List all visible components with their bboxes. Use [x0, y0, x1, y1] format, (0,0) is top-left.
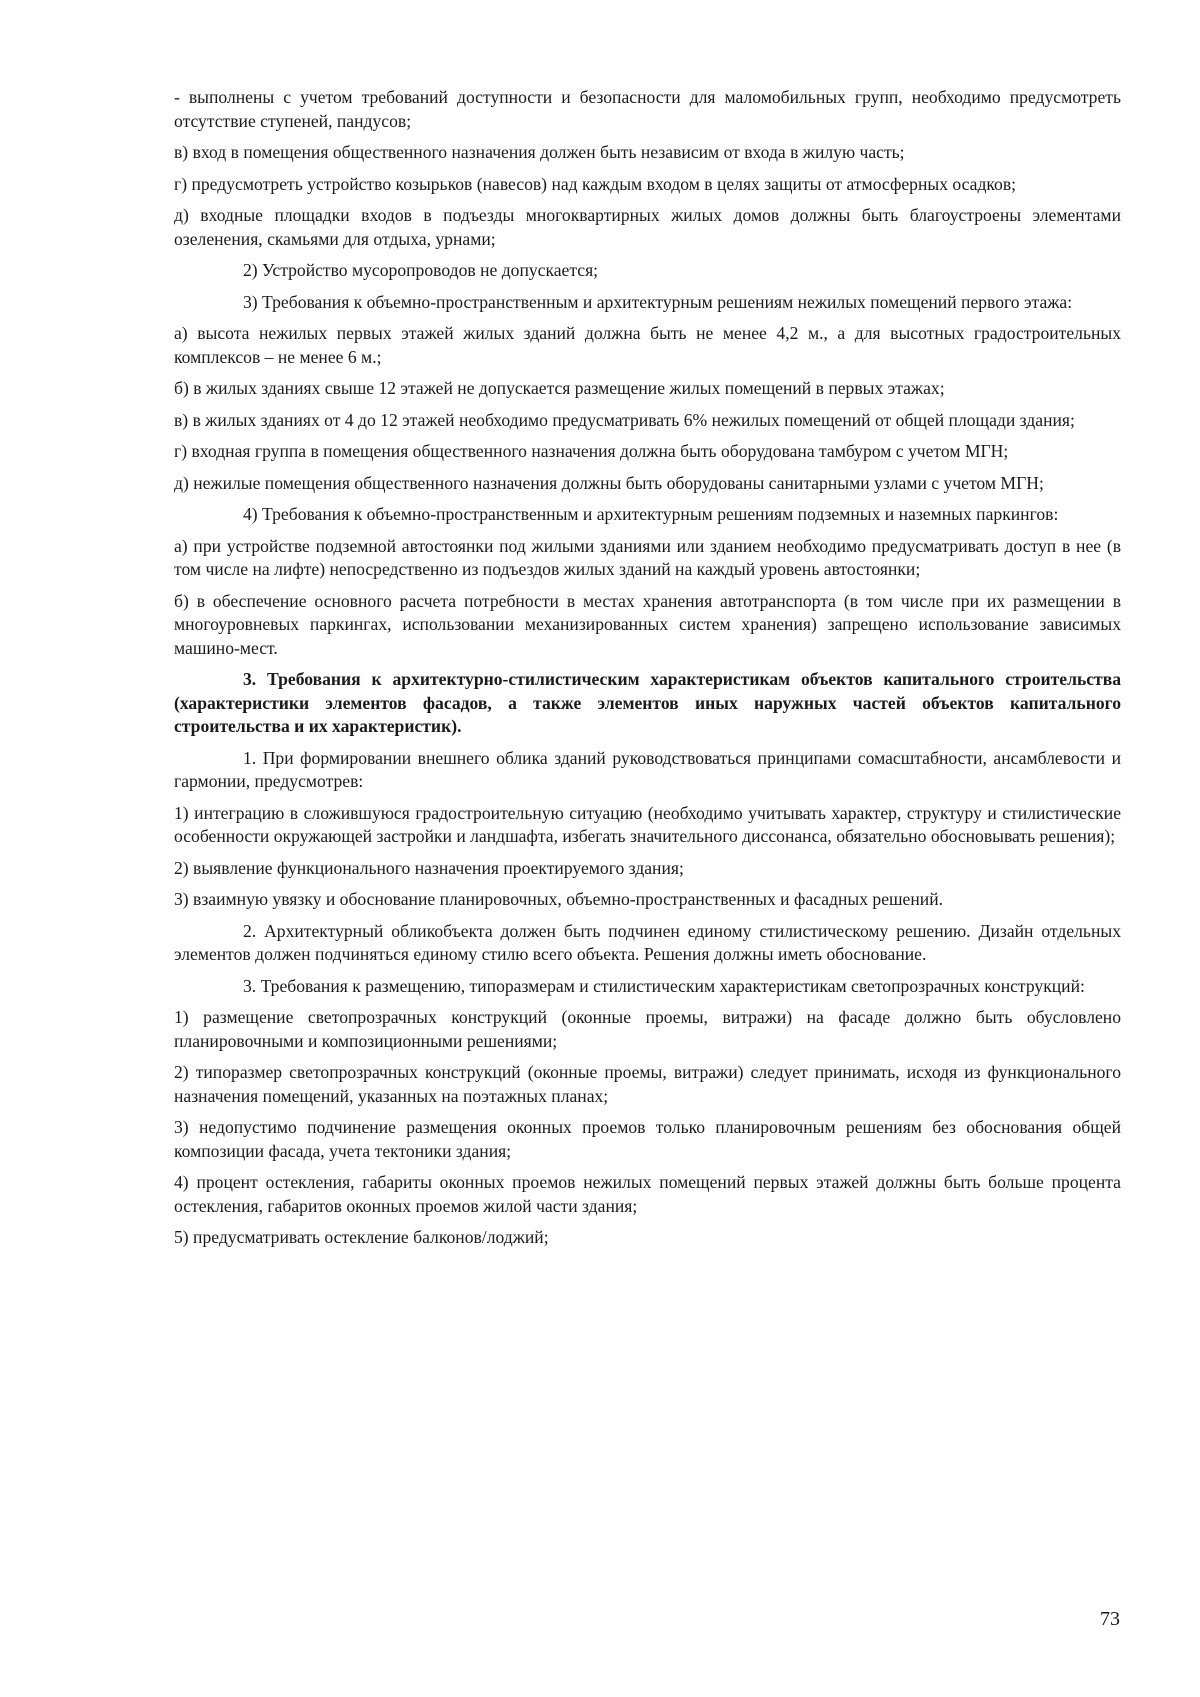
paragraph-2-garbage-chutes: 2) Устройство мусоропроводов не допускается; [243, 260, 599, 280]
paragraph-1-placement: 1) размещение светопрозрачных конструкций (оконные проемы, витражи) на фасаде должно быть обусловлено планировочными и композиционными решениями; [174, 1007, 1121, 1051]
paragraph-bullet-accessibility: - выполнены с учетом требований доступности и безопасности для маломобильных групп, необходимо предусмотреть отсутствие ступеней, пандусов; [174, 87, 1121, 131]
paragraph-3-composition: 3) недопустимо подчинение размещения оконных проемов только планировочным решениям без обоснования общей композиции фасада, учета тектоники здания; [174, 1117, 1121, 1161]
section-heading-3: 3. Требования к архитектурно-стилистическим характеристикам объектов капитального строительства (характеристики элементов фасадов, а также элементов иных наружных частей объектов капитального строительства и их характеристик). [174, 669, 1121, 736]
paragraph-4-parking-requirements: 4) Требования к объемно-пространственным и архитектурным решениям подземных и наземных паркингов: [243, 504, 1059, 524]
paragraph-5-balcony-glazing: 5) предусматривать остекление балконов/лоджий; [174, 1227, 549, 1247]
paragraph-2-function: 2) выявление функционального назначения проектируемого здания; [174, 857, 684, 878]
paragraph-3-coordination: 3) взаимную увязку и обоснование планировочных, объемно-пространственных и фасадных решений. [174, 889, 944, 909]
paragraph-4-glazing-percentage: 4) процент остекления, габариты оконных проемов нежилых помещений первых этажей должны быть больше процента остекления, габаритов оконных проемов жилой части здания; [174, 1172, 1121, 1216]
document-body [174, 86, 1121, 1258]
paragraph-v-entrance: в) вход в помещения общественного назначения должен быть независим от входа в жилую часть; [174, 142, 905, 162]
paragraph-a-floor-height: а) высота нежилых первых этажей жилых зданий должна быть не менее 4,2 м., а для высотных градостроительных комплексов – не менее 6 м.; [174, 323, 1121, 367]
paragraph-d-entrance-areas: д) входные площадки входов в подъезды многоквартирных жилых домов должны быть благоустроены элементами озеленения, скамьями для отдыха, урнами; [174, 205, 1121, 249]
page-number: 73 [1100, 1608, 1120, 1630]
paragraph-3-first-floor-requirements: 3) Требования к объемно-пространственным и архитектурным решениям нежилых помещений первого этажа: [243, 291, 1073, 312]
paragraph-1-appearance: 1. При формировании внешнего облика зданий руководствоваться принципами сомасштабности, ансамблевости и гармонии, предусмотрев: [174, 747, 1121, 791]
paragraph-b-dependent-spaces: б) в обеспечение основного расчета потребности в местах хранения автотранспорта (в том числе при их размещении в многоуровневых паркингах, использовании механизированных систем хранения) запрещено использование зависимых машино-мест. [174, 590, 1121, 658]
paragraph-g-vestibule: г) входная группа в помещения общественного назначения должна быть оборудована тамбуром с учетом МГН; [174, 441, 1009, 461]
paragraph-2-architectural-style: 2. Архитектурный обликобъекта должен быть подчинен единому стилистическому решению. Дизайн отдельных элементов должен подчиняться единому стилю всего объекта. Решения должны иметь обоснование. [174, 920, 1121, 964]
paragraph-2-sizes: 2) типоразмер светопрозрачных конструкций (оконные проемы, витражи) следует принимать, исходя из функционального назначения помещений, указанных на поэтажных планах; [174, 1062, 1121, 1106]
paragraph-3-translucent-structures: 3. Требования к размещению, типоразмерам и стилистическим характеристикам светопрозрачных конструкций: [243, 975, 1085, 996]
paragraph-a-underground-parking: а) при устройстве подземной автостоянки под жилыми зданиями или зданием необходимо предусматривать доступ в нее (в том числе на лифте) непосредственно из подъездов жилых зданий на каждый уровень автостоянки; [174, 535, 1121, 579]
paragraph-b-residential-placement: б) в жилых зданиях свыше 12 этажей не допускается размещение жилых помещений в первых этажах; [174, 378, 945, 398]
paragraph-v-nonresidential-share: в) в жилых зданиях от 4 до 12 этажей необходимо предусматривать 6% нежилых помещений от общей площади здания; [174, 409, 1075, 430]
paragraph-d-sanitary: д) нежилые помещения общественного назначения должны быть оборудованы санитарными узлами с учетом МГН; [174, 472, 1044, 493]
paragraph-1-integration: 1) интеграцию в сложившуюся градостроительную ситуацию (необходимо учитывать характер, структуру и стилистические особенности окружающей застройки и ландшафта, избегать значительного диссонанса, обязательно обосновывать решения); [174, 802, 1121, 846]
paragraph-g-canopies: г) предусмотреть устройство козырьков (навесов) над каждым входом в целях защиты от атмосферных осадков; [174, 173, 1017, 194]
